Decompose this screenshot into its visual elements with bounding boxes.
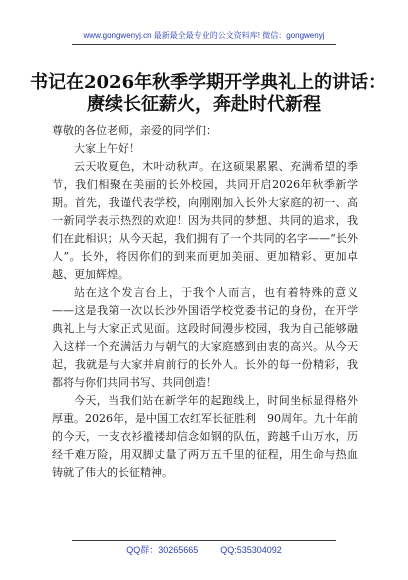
header-divider bbox=[72, 44, 336, 45]
paragraph-1: 大家上午好！ bbox=[74, 142, 140, 155]
paragraph-2: 云天收夏色，木叶动秋声。在这硕果累累、充满希望的季节，我们相聚在美丽的长外校园，共同开启2026年秋季新学期。首先，我谨代表学校，向刚刚加入长外大家庭的初一、高一新同学表示热烈的欢迎！因为共同的梦想、共同的追求，我们在此相识；从今天起，我们拥有了一个共同的名字——“长外人”。长外，将因你们的到来而更加美丽、更加精彩、更加卓越、更加辉煌。 bbox=[52, 160, 358, 281]
document-title bbox=[30, 72, 387, 116]
page-footer bbox=[0, 543, 408, 556]
footer-qq: QQ:535304092 bbox=[220, 545, 282, 555]
page-header: www.gongwenyj.cn 最新最全最专业的公文资料库! 微信：gongwenyj bbox=[83, 31, 325, 40]
title-line-2: 赓续长征薪火，奔赴时代新程 bbox=[87, 94, 321, 115]
paragraph-4: 今天，当我们站在新学年的起跑线上，时间坐标显得格外厚重。2026年，是中国工农红军长征胜利 90周年。九十年前的今天，一支衣衫褴褛却信念如钢的队伍，跨越千山万水，历经千难万险，用双脚丈量了两万五千里的征程，用生命与热血铸就了伟大的长征精神。 bbox=[52, 394, 358, 479]
document-body bbox=[52, 122, 358, 482]
paragraph-3: 站在这个发言台上，于我个人而言，也有着特殊的意义——这是我第一次以长沙外国语学校党委书记的身份，在开学典礼上与大家正式见面。这段时间漫步校园，我为自己能够融入这样一个充满活力与朝气的大家庭感到由衷的高兴。从今天起，我就是与大家并肩前行的长外人。长外的每一份精彩，我都将与你们共同书写、共同创造！ bbox=[52, 286, 358, 389]
greeting: 尊敬的各位老师，亲爱的同学们： bbox=[52, 124, 217, 137]
title-line-1: 书记在2026年秋季学期开学典礼上的讲话： bbox=[30, 72, 387, 93]
footer-qq-group: QQ群：30265665 bbox=[126, 545, 199, 555]
footer-divider bbox=[72, 540, 336, 541]
